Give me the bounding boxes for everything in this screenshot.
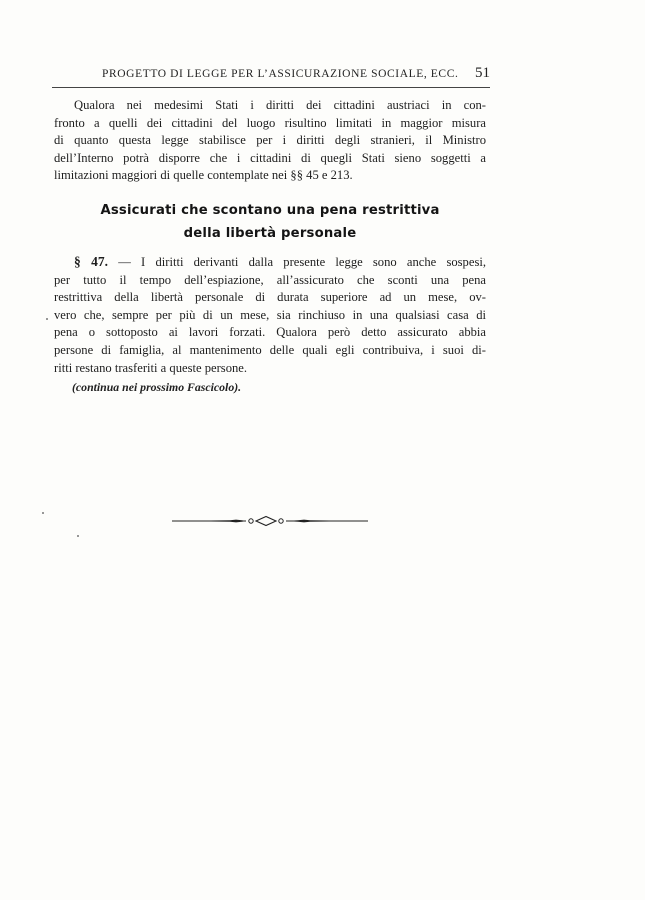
text-line: persone di famiglia, al mantenimento delle quali egli contribuiva, i suoi di-	[54, 342, 486, 357]
text-line: Qualora nei medesimi Stati i diritti dei cittadini austriaci in con-	[74, 98, 486, 112]
text-line: limitazioni maggiori di quelle contemplate nei §§ 45 e 213.	[54, 168, 353, 183]
text-line: fronto a quelli dei cittadini del luogo risultino limitati in maggior misura	[54, 115, 486, 130]
text-fragment: — I diritti derivanti dalla presente legge sono anche sospesi,	[108, 255, 486, 269]
header-title: PROGETTO DI LEGGE PER L’ASSICURAZIONE SOCIALE, ECC.	[102, 68, 459, 80]
text-line: ritti restano trasferiti a queste persone.	[54, 360, 248, 375]
paragraph-austrian-citizens	[54, 97, 486, 185]
text-line: restrittiva della libertà personale di durata superiore ad un mese, ov-	[54, 290, 486, 305]
paper-speck	[42, 512, 44, 514]
decorative-ornament	[170, 514, 370, 528]
paper-speck	[46, 318, 48, 320]
section-heading-line-1: Assicurati che scontano una pena restrittiva	[100, 203, 440, 218]
text-line: di quanto questa legge stabilisce per i diritti degli stranieri, il Ministro	[54, 133, 486, 148]
continuation-note: (continua nei prossimo Fascicolo).	[72, 380, 242, 394]
running-header	[52, 65, 490, 88]
paper-speck	[77, 535, 79, 537]
text-line: pena o sottoposto ai lavori forzati. Qualora però detto assicurato abbia	[54, 325, 486, 340]
text-line: vero che, sempre per più di un mese, sia rinchiuso in una qualsiasi casa di	[54, 307, 486, 322]
section-heading-line-2: della libertà personale	[183, 226, 357, 241]
paragraph-section-47	[54, 253, 486, 377]
page-number: 51	[475, 65, 490, 81]
section-number: § 47.	[74, 254, 109, 269]
text-line-first	[54, 253, 486, 272]
text-line: per tutto il tempo dell’espiazione, all’assicurato che sconti una pena	[54, 272, 486, 287]
header-rule	[52, 87, 490, 88]
text-line: dell’Interno potrà disporre che i cittadini di quegli Stati sieno soggetti a	[54, 150, 486, 165]
